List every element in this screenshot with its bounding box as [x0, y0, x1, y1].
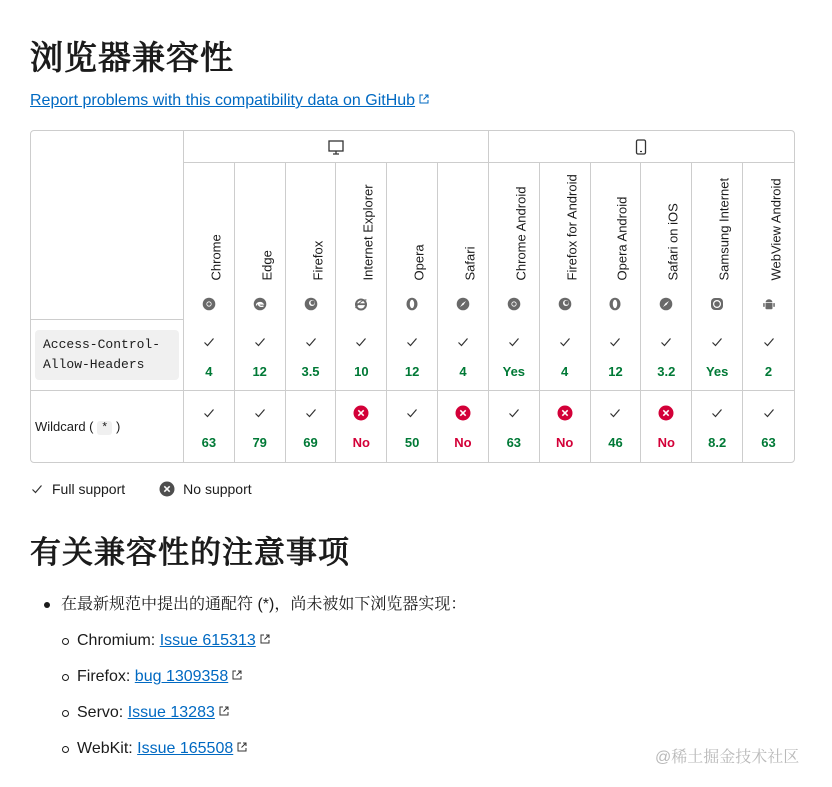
support-cell[interactable] [235, 320, 286, 391]
external-link-icon [237, 742, 247, 752]
version-value: 4 [205, 364, 213, 379]
support-cell[interactable] [286, 320, 337, 391]
support-cell[interactable] [387, 320, 438, 391]
version-value: 2 [764, 364, 773, 379]
browser-header [438, 163, 489, 320]
external-link-icon [219, 706, 229, 716]
check-icon [710, 334, 724, 350]
version-value: Yes [502, 364, 526, 379]
table-row [31, 391, 794, 462]
check-icon [253, 334, 267, 350]
android-icon [762, 297, 776, 311]
ie-icon [354, 297, 368, 311]
check-icon [304, 405, 318, 421]
browser-header [235, 163, 286, 320]
note-label: Firefox: [77, 668, 135, 685]
note-label: WebKit: [77, 740, 138, 757]
no-support-icon [455, 405, 471, 421]
mobile-icon [635, 139, 647, 155]
version-value: 12 [404, 364, 420, 379]
version-value: 3.2 [657, 364, 676, 379]
external-link-icon [260, 634, 270, 644]
browser-name: Safari [462, 246, 478, 281]
browser-header [591, 163, 642, 320]
watermark: @稀土掘金技术社区 [655, 749, 800, 766]
feature-code: * [97, 421, 112, 435]
browser-name: WebView Android [768, 178, 784, 281]
browser-name: Opera Android [614, 196, 630, 281]
table-row [31, 320, 794, 391]
version-value: 10 [354, 364, 369, 379]
legend [30, 481, 252, 497]
check-icon [456, 334, 470, 350]
support-cell[interactable] [743, 391, 794, 462]
notes-title: 有关兼容性的注意事项 [30, 535, 350, 570]
browser-name: Samsung Internet [716, 177, 732, 281]
no-support-icon [658, 405, 674, 421]
compat-table [30, 130, 795, 463]
notes-list [62, 630, 466, 760]
platform-mobile [489, 131, 794, 163]
samsung-icon [710, 297, 724, 311]
support-cell[interactable] [743, 320, 794, 391]
browser-header [286, 163, 337, 320]
no-support-icon [557, 405, 573, 421]
check-icon [202, 405, 216, 421]
check-icon [659, 334, 673, 350]
browser-header [336, 163, 387, 320]
browser-header [489, 163, 540, 320]
firefox-icon [558, 297, 572, 311]
check-icon [507, 334, 521, 350]
check-icon [304, 334, 318, 350]
browser-header [184, 163, 235, 320]
version-value: 63 [201, 435, 217, 450]
browser-name: Edge [259, 250, 275, 281]
version-value: 63 [761, 435, 776, 450]
check-icon [30, 482, 44, 496]
browser-header [641, 163, 692, 320]
browser-name: Internet Explorer [360, 184, 376, 281]
report-link-text: Report problems with this compatibility data on GitHub [30, 92, 416, 109]
list-item [62, 630, 466, 652]
no-support-icon [159, 481, 175, 497]
feature-name [31, 391, 184, 462]
safari-icon [659, 297, 673, 311]
report-problems-link[interactable] [30, 90, 429, 112]
check-icon [253, 405, 267, 421]
list-item [62, 738, 466, 760]
issue-link[interactable]: Issue 165508 [137, 740, 234, 757]
version-value: 69 [303, 435, 318, 450]
issue-link[interactable]: Issue 13283 [127, 704, 215, 721]
support-cell[interactable] [184, 391, 235, 462]
version-value: 50 [404, 435, 420, 450]
support-cell[interactable] [184, 320, 235, 391]
edge-icon [253, 297, 267, 311]
version-value: 46 [608, 435, 623, 450]
issue-link[interactable]: Issue 615313 [159, 632, 256, 649]
support-cell[interactable] [692, 391, 743, 462]
support-cell[interactable] [489, 320, 540, 391]
platform-desktop [184, 131, 489, 163]
chrome-icon [507, 297, 521, 311]
support-cell[interactable] [540, 391, 591, 462]
browser-name: Safari on iOS [665, 203, 681, 281]
support-cell[interactable] [286, 391, 337, 462]
note-label: Chromium: [77, 632, 160, 649]
check-icon [762, 405, 776, 421]
no-support-icon [353, 405, 369, 421]
version-value: 12 [252, 364, 267, 379]
legend-no-support: No support [183, 481, 252, 497]
support-cell[interactable] [387, 391, 438, 462]
support-cell[interactable] [438, 391, 489, 462]
support-cell[interactable] [489, 391, 540, 462]
browser-name: Firefox for Android [564, 174, 580, 281]
version-value: 8.2 [708, 435, 727, 450]
version-value: No [352, 435, 370, 450]
version-value: 4 [459, 364, 467, 379]
support-cell[interactable] [591, 320, 642, 391]
chrome-icon [202, 297, 216, 311]
support-cell[interactable] [336, 320, 387, 391]
issue-link[interactable]: bug 1309358 [134, 668, 229, 685]
page-title: 浏览器兼容性 [30, 39, 234, 76]
browser-header [540, 163, 591, 320]
check-icon [405, 334, 419, 350]
version-value: No [454, 435, 472, 450]
browser-name: Opera [411, 244, 427, 281]
version-value: No [657, 435, 675, 450]
check-icon [558, 334, 572, 350]
support-cell[interactable] [591, 391, 642, 462]
desktop-icon [328, 140, 344, 155]
support-cell[interactable] [438, 320, 489, 391]
version-value: 3.5 [301, 364, 320, 379]
compat-notes [44, 594, 466, 760]
version-value: 12 [608, 364, 623, 379]
list-item [62, 702, 466, 724]
external-link-icon [232, 670, 242, 680]
version-value: 63 [506, 435, 522, 450]
browser-name: Firefox [310, 240, 325, 281]
legend-full-support: Full support [52, 481, 126, 497]
firefox-icon [304, 297, 318, 311]
browser-name: Chrome Android [513, 186, 529, 281]
check-icon [405, 405, 419, 421]
note-label: Servo: [77, 704, 128, 721]
check-icon [202, 334, 216, 350]
browser-header [743, 163, 794, 320]
support-cell[interactable] [692, 320, 743, 391]
version-value: 4 [561, 364, 569, 379]
check-icon [608, 405, 622, 421]
browser-header [692, 163, 743, 320]
feature-label-suffix: ) [115, 418, 121, 434]
opera-icon [405, 297, 419, 311]
check-icon [710, 405, 724, 421]
check-icon [354, 334, 368, 350]
feature-name [31, 320, 184, 391]
check-icon [762, 334, 776, 350]
version-value: No [555, 435, 574, 450]
check-icon [507, 405, 521, 421]
browser-name: Chrome [208, 234, 224, 281]
version-value: 79 [252, 435, 267, 450]
support-cell[interactable] [641, 320, 692, 391]
support-cell[interactable] [540, 320, 591, 391]
support-cell[interactable] [235, 391, 286, 462]
safari-icon [456, 297, 470, 311]
external-link-icon [419, 94, 429, 104]
table-corner [31, 131, 184, 320]
list-item [62, 666, 466, 688]
feature-label: Wildcard ( [35, 418, 94, 434]
browser-header [387, 163, 438, 320]
opera-icon [608, 297, 622, 311]
version-value: Yes [705, 364, 729, 379]
notes-intro: 在最新规范中提出的通配符 (*)，尚未被如下浏览器实现： [44, 594, 466, 616]
support-cell[interactable] [336, 391, 387, 462]
feature-code-label: Access-Control- Allow-Headers [35, 330, 179, 380]
check-icon [608, 334, 622, 350]
support-cell[interactable] [641, 391, 692, 462]
